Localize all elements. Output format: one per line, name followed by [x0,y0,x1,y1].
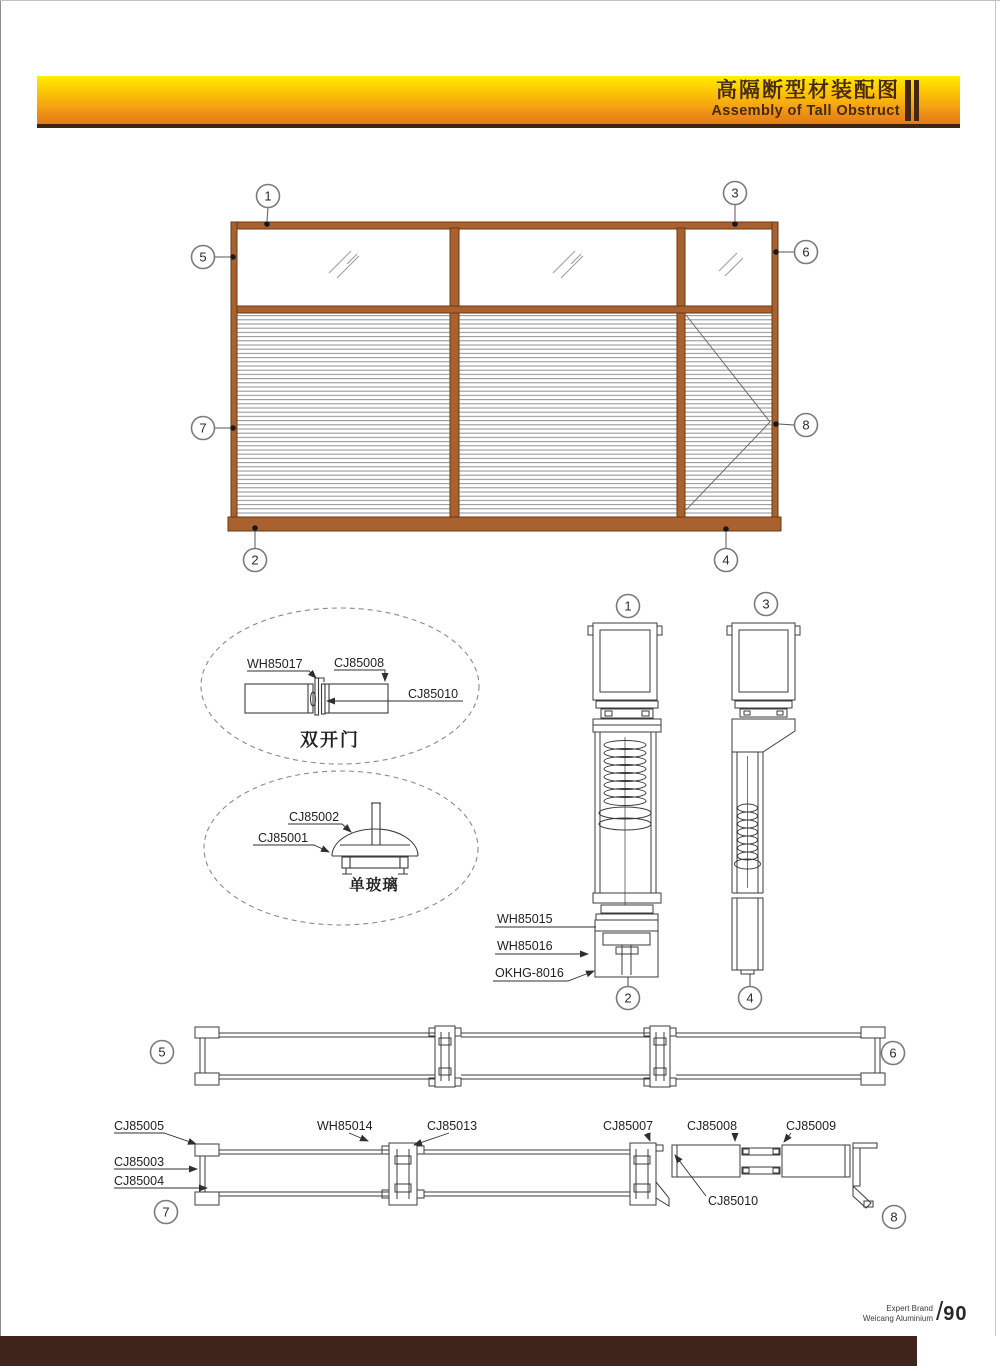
part-label-cj85002: CJ85002 [289,810,340,824]
part-label-wh85014: WH85014 [317,1119,373,1133]
detail-ellipse-2 [204,771,478,925]
page-number-value: 90 [943,1303,968,1325]
part-label-cj85008: CJ85008 [687,1119,738,1133]
vertical-section-1-2 [493,595,662,1010]
section-callout-5 [151,1041,174,1064]
part-label-cj85007: CJ85007 [603,1119,654,1133]
part-label-cj85003: CJ85003 [114,1155,165,1169]
frame-bottom-sill [228,517,781,531]
part-label-cj85013: CJ85013 [427,1119,478,1133]
louver-panels [237,313,772,517]
caption-single-glass: 单玻璃 [349,877,399,894]
part-label-wh85016: WH85016 [497,939,553,953]
callout-1 [257,185,280,208]
callout-3-num: 3 [731,185,739,201]
part-label-wh85017: WH85017 [247,657,303,671]
section-callout-4-num: 4 [746,990,754,1006]
footer-bar [0,1336,917,1366]
section-callout-7 [155,1201,178,1224]
horizontal-section-7-8 [114,1119,906,1229]
callout-7 [192,417,215,440]
section-callout-6-num: 6 [889,1045,897,1061]
section-callout-8-num: 8 [890,1209,898,1225]
elevation-drawing [192,182,818,572]
part-label-cj85005: CJ85005 [114,1119,165,1133]
detail-double-door [201,608,479,764]
part-label-cj85010-door: CJ85010 [408,687,459,701]
callout-4 [715,549,738,572]
detail-single-glass [204,771,478,925]
callout-2 [244,549,267,572]
callout-5 [192,246,215,269]
part-label-cj85004: CJ85004 [114,1174,165,1188]
section-callout-1-num: 1 [624,598,632,614]
caption-double-door: 双开门 [300,730,360,750]
brand-text [863,1304,933,1324]
section-callout-2 [617,987,640,1010]
section-callout-6 [882,1042,905,1065]
section-callout-4 [739,987,762,1010]
frame-transom [237,306,772,313]
callout-8-num: 8 [802,417,810,433]
section-callout-2-num: 2 [624,990,632,1006]
brand-line-2: Weicang Aluminium [862,1314,933,1323]
callout-6 [795,241,818,264]
frame-left-stile [231,222,237,521]
page-title-cn: 高隔断型材装配图 [716,79,900,102]
section-callout-1 [617,595,640,618]
callout-3 [724,182,747,205]
horizontal-section-5-6 [151,1026,905,1087]
callout-8 [795,414,818,437]
callout-1-num: 1 [264,188,272,204]
section-callout-7-num: 7 [162,1204,170,1220]
part-label-cj85008-door: CJ85008 [334,656,385,670]
callout-6-num: 6 [802,244,810,260]
callout-7-num: 7 [199,420,207,436]
frame-top-rail [231,222,778,229]
section-callout-3-num: 3 [762,596,770,612]
frame-mullion-1 [450,228,459,517]
section-callout-5-num: 5 [158,1044,166,1060]
section-callout-3 [755,593,778,616]
part-label-cj85001: CJ85001 [258,831,309,845]
vertical-section-3-4 [727,593,800,1010]
part-label-wh85015: WH85015 [497,912,553,926]
callout-4-num: 4 [722,552,730,568]
part-label-okhg8016: OKHG-8016 [495,966,564,980]
page-title-en: Assembly of Tall Obstruct [711,103,900,119]
page-number-slash: / [936,1296,944,1326]
callout-2-num: 2 [251,552,259,568]
callout-5-num: 5 [199,249,207,265]
part-label-cj85010: CJ85010 [708,1194,759,1208]
frame-right-stile [772,222,778,521]
page-number [936,1296,967,1327]
part-label-cj85009: CJ85009 [786,1119,837,1133]
frame-mullion-2 [677,228,685,517]
brand-line-1: Expert Brand [886,1304,933,1313]
section-callout-8 [883,1206,906,1229]
